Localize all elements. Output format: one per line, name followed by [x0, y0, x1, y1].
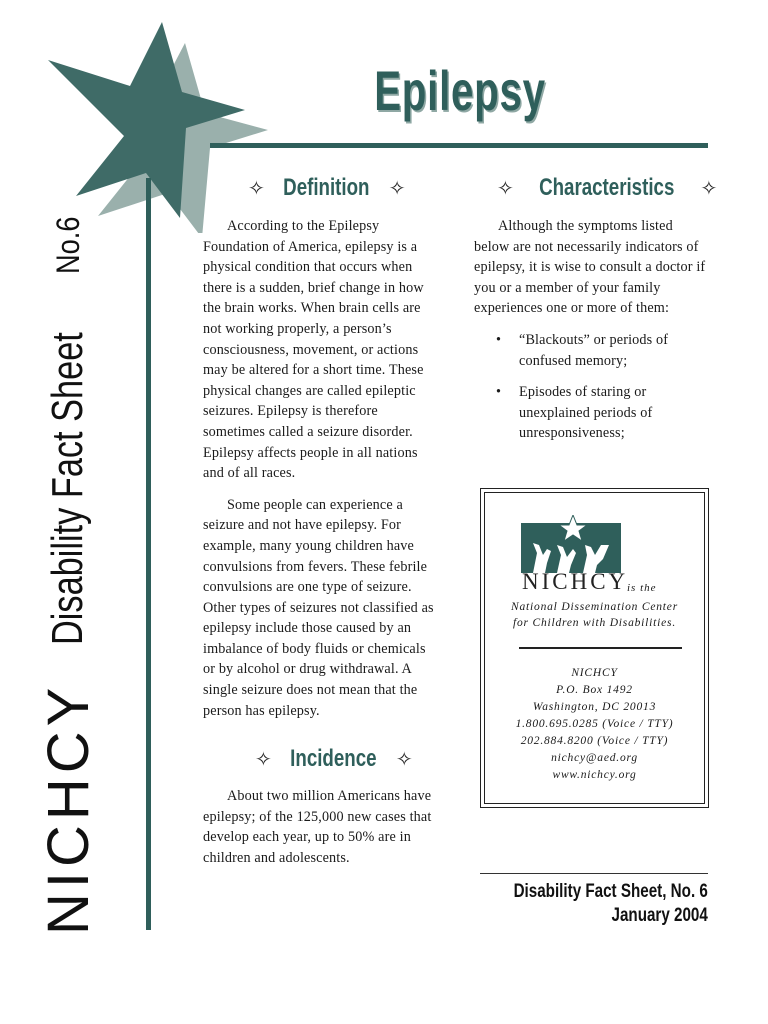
paragraph: Although the symptoms listed below are not necessarily indicators of epilepsy, it is wise to consult a doctor if you or a member of your family experiences one or more of them: — [474, 218, 706, 317]
contact-address: P.O. Box 1492 — [556, 684, 633, 696]
contact-name: NICHCY — [571, 667, 618, 679]
vertical-rule — [146, 178, 151, 930]
list-item: • “Blackouts” or periods of confused memory; — [496, 331, 669, 369]
paragraph: According to the Epilepsy Foundation of America, epilepsy is a physical condition that occurs when there is a sudden, brief change in how the brain works. When brain cells are not working properly, a person’s consciousness, movement, or actions may be altered for a short time. These physical changes are called epileptic seizures. Epilepsy is therefore sometimes called a seizure disorder. Epilepsy affects people in all nations and of all races. — [203, 218, 424, 482]
definition-body — [203, 216, 439, 732]
four-point-star-icon: ✧ — [255, 749, 272, 771]
box-divider — [519, 647, 682, 649]
four-point-star-icon: ✧ — [497, 178, 514, 200]
sidebar-series: Disability Fact Sheet — [43, 331, 92, 645]
sidebar-number: No.6 — [49, 216, 86, 274]
four-point-star-icon: ✧ — [248, 178, 265, 200]
incidence-body — [203, 786, 439, 879]
paragraph: About two million Americans have epilepsy; of the 125,000 new cases that develop each year, up to 50% are in children and adolescents. — [203, 788, 432, 866]
box-inner-frame — [484, 492, 705, 804]
contact-phone: 1.800.695.0285 (Voice / TTY) — [515, 718, 674, 730]
footer-rule — [480, 873, 708, 874]
paragraph: Some people can experience a seizure and not have epilepsy. For example, many young children have convulsions from fevers. These febrile convulsions are one type of seizure. Other types of seizures not classified as epilepsy include those caused by an imbalance of body fluids or chemicals or by alcohol or drug withdrawal. A single seizure does not mean that the person has epilepsy. — [203, 496, 434, 719]
list-item: • Episodes of staring or unexplained periods of unresponsiveness; — [496, 384, 653, 442]
contact-email[interactable]: nichcy@aed.org — [551, 752, 638, 764]
logo-tagline: is the — [627, 582, 657, 594]
bullet-dot: • — [496, 384, 502, 401]
contact-phone: 202.884.8200 (Voice / TTY) — [520, 735, 669, 747]
symptom-list — [474, 330, 710, 444]
title-rule — [210, 143, 708, 148]
star-graphic — [40, 18, 270, 233]
logo-wordmark: NICHCY — [522, 569, 629, 594]
nichcy-logo — [521, 515, 621, 575]
sidebar-banner — [18, 216, 118, 935]
characteristics-body — [474, 216, 710, 455]
footer — [514, 880, 708, 928]
four-point-star-icon: ✧ — [388, 178, 406, 200]
characteristics-heading: ✧ Characteristics ✧ — [497, 174, 718, 201]
contact-website[interactable]: www.nichcy.org — [552, 769, 637, 781]
sidebar-org: NICHCY — [35, 682, 101, 935]
four-point-star-icon: ✧ — [395, 749, 413, 771]
bullet-dot: • — [496, 331, 502, 348]
four-point-star-icon: ✧ — [700, 178, 718, 200]
contact-block — [485, 665, 704, 784]
incidence-heading: ✧ Incidence ✧ — [255, 745, 413, 772]
contact-city: Washington, DC 20013 — [532, 701, 657, 713]
footer-series: Disability Fact Sheet, No. 6 — [513, 881, 708, 902]
page-title: Epilepsy — [374, 59, 546, 122]
definition-heading: ✧ Definition ✧ — [248, 174, 406, 201]
org-name: National Dissemination Center for Children with Disabilities. — [511, 601, 678, 629]
footer-date: January 2004 — [611, 905, 708, 926]
nichcy-info-box — [480, 488, 709, 808]
